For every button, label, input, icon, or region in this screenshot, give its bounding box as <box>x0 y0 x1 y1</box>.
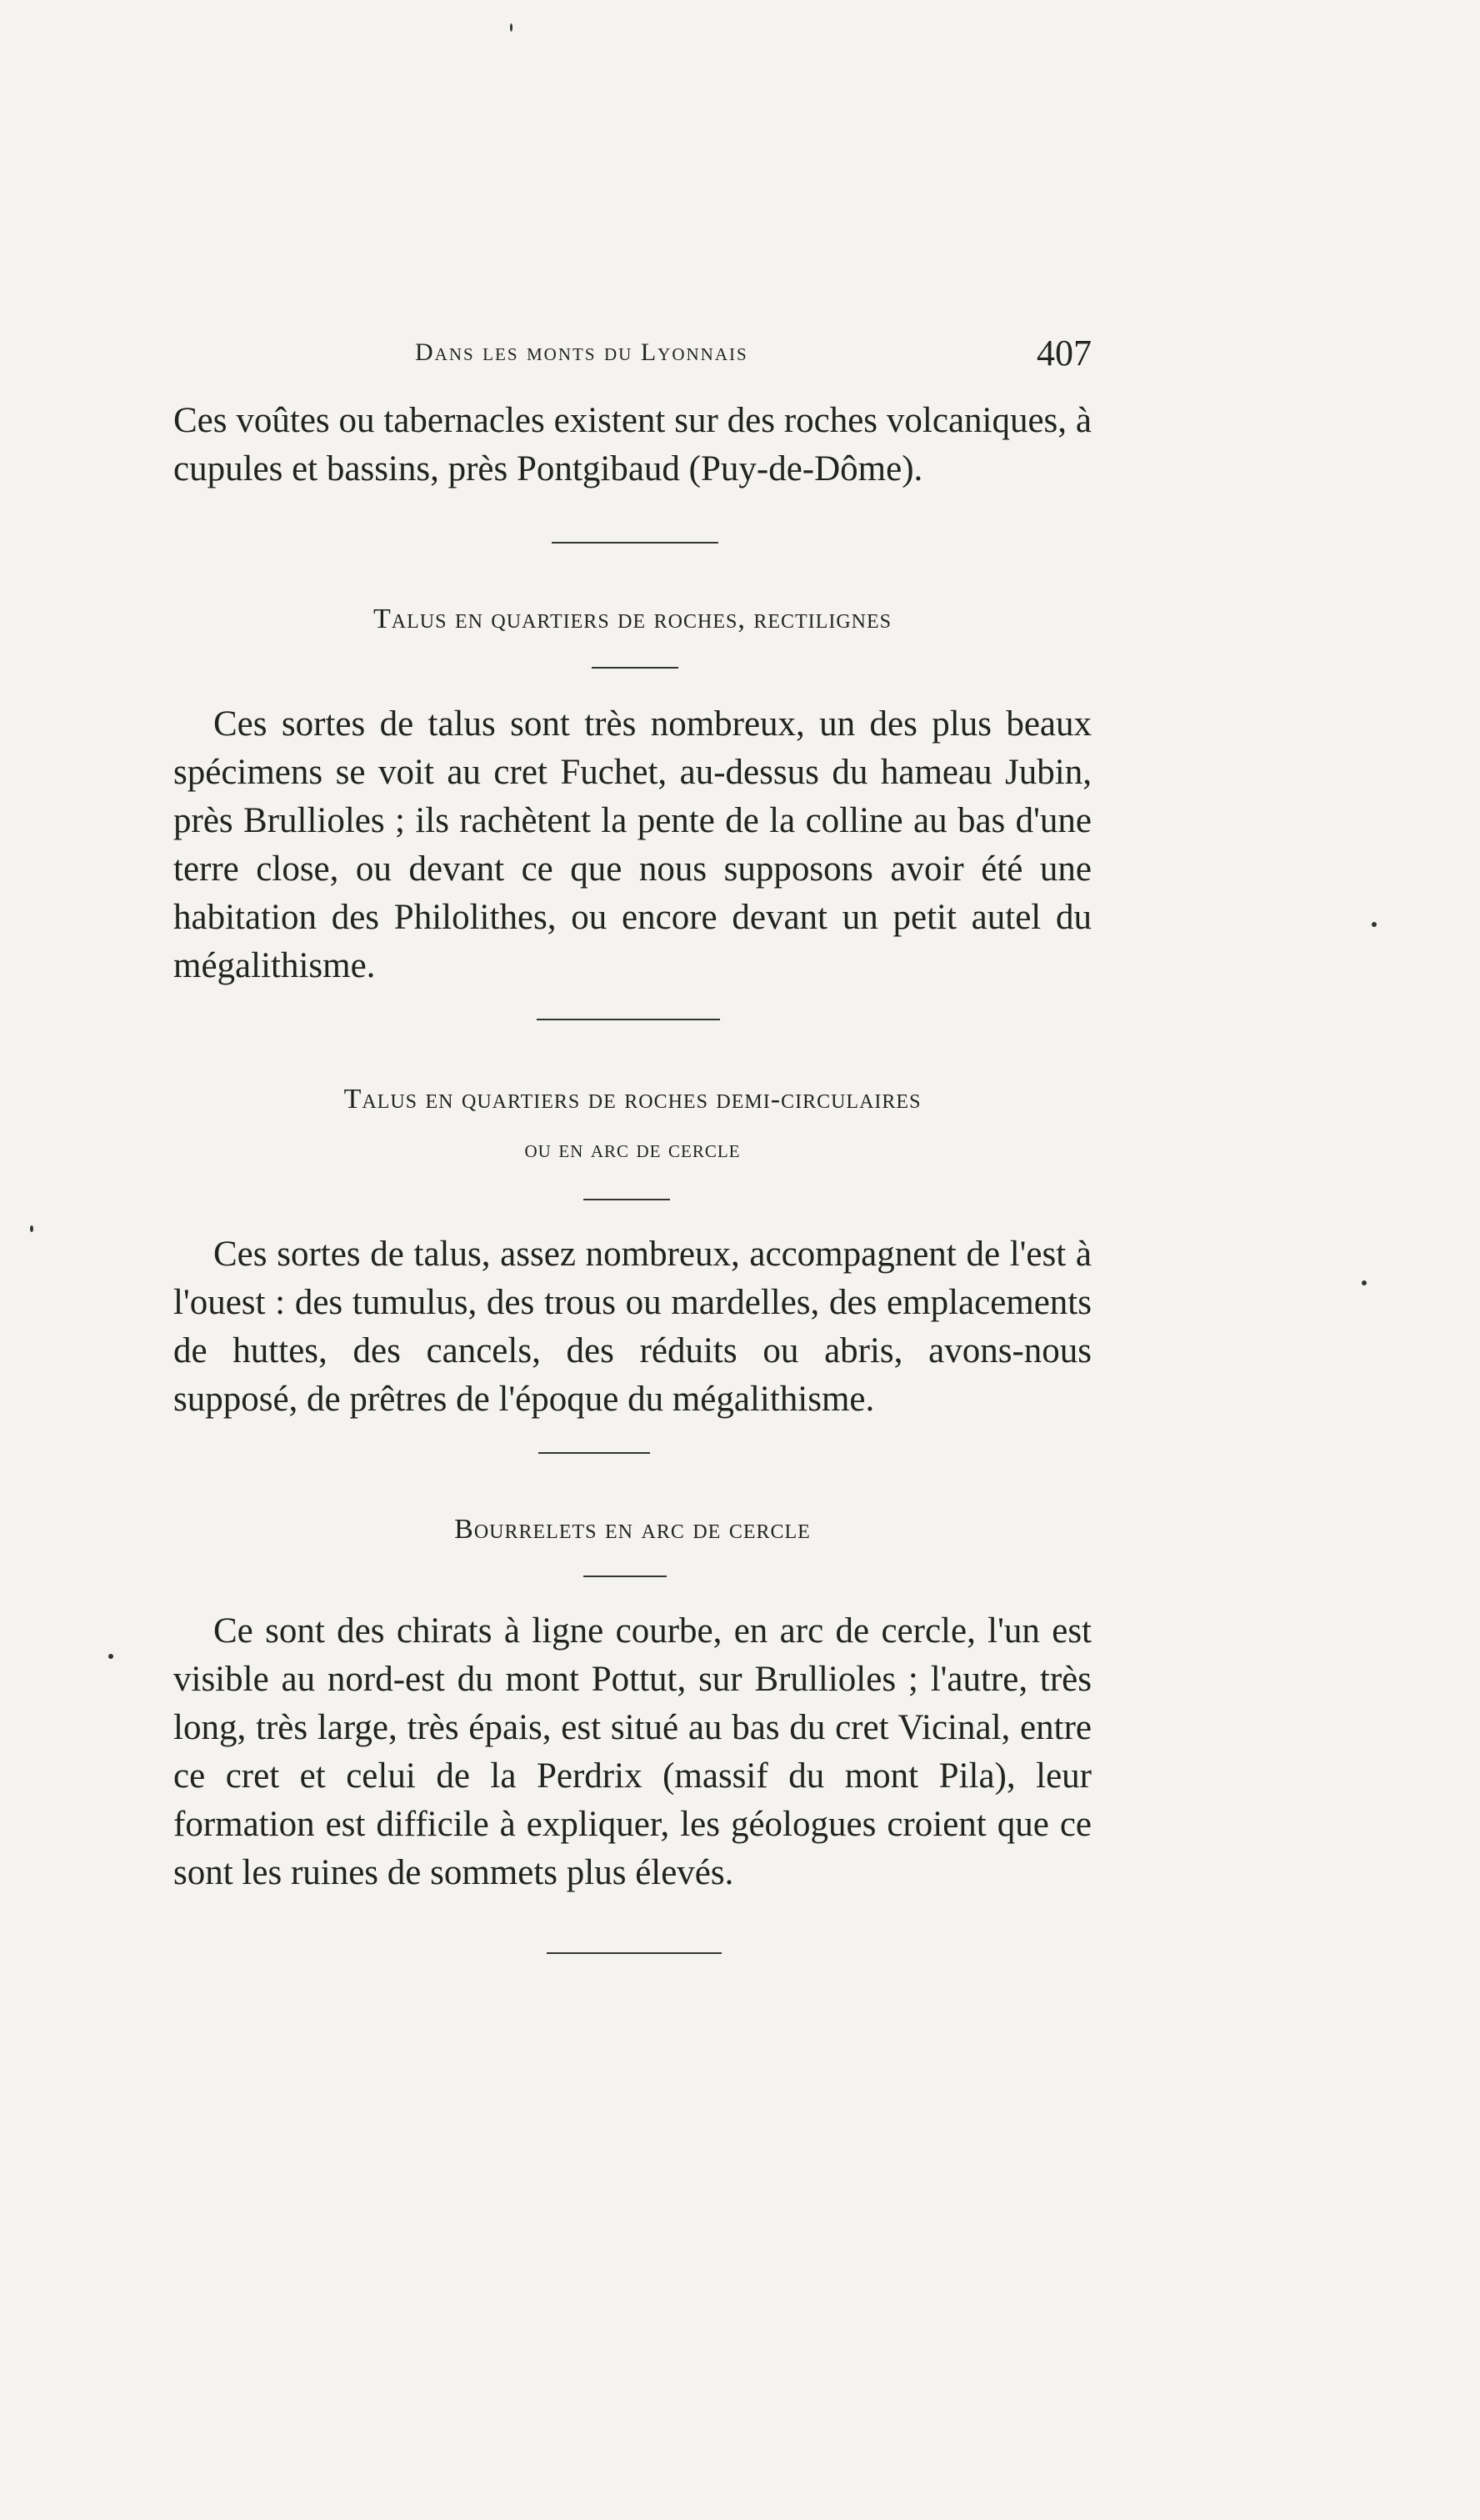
page-number: 407 <box>1037 333 1092 373</box>
heading-underline <box>583 1576 667 1577</box>
heading-talus-demi-circulaires: Talus en quartiers de roches demi-circulaires <box>343 1084 922 1115</box>
paper-speck <box>1362 1280 1367 1285</box>
paragraph-text: Ce sont des chirats à ligne courbe, en arc de cercle, l'un est visible au nord-est du mont Pottut, sur Brullioles ; l'autre, très long, très large, très épais, est situé au bas du cret Vicinal, entre ce cret et celui de la Perdrix (massif du mont Pila), leur formation est difficile à expliquer, les géologues croient que ce sont les ruines de sommets plus élevés. <box>173 1611 1092 1892</box>
heading-talus-demi-circulaires-line2: ou en arc de cercle <box>524 1135 741 1163</box>
heading-underline <box>583 1199 670 1200</box>
running-head <box>173 332 1092 382</box>
section-divider <box>547 1952 722 1954</box>
section-divider <box>552 542 718 544</box>
heading-talus-rectilignes: Talus en quartiers de roches, rectilignes <box>373 604 892 634</box>
paragraph-text: Ces sortes de talus sont très nombreux, un des plus beaux spécimens se voit au cret Fuchet, au-dessus du hameau Jubin, près Brullioles ; ils rachètent la pente de la colline au bas d'une terre close, ou devant ce que nous supposons avoir été une habitation des Philolithes, ou encore devant un petit autel du mégalithisme. <box>173 704 1092 985</box>
paragraph-bourrelets <box>173 1607 1092 1897</box>
heading-underline <box>592 667 678 669</box>
heading-bourrelets: Bourrelets en arc de cercle <box>454 1514 811 1545</box>
section-divider <box>538 1452 650 1454</box>
paper-speck <box>510 23 512 32</box>
paragraph-continuation <box>173 397 1092 493</box>
paragraph-talus-demi-circulaires <box>173 1230 1092 1424</box>
paragraph-text: Ces voûtes ou tabernacles existent sur des roches volcaniques, à cupules et bassins, près Pontgibaud (Puy-de-Dôme). <box>173 401 1092 488</box>
paper-speck <box>30 1225 33 1232</box>
paragraph-talus-rectilignes <box>173 700 1092 990</box>
running-title: Dans les monts du Lyonnais <box>415 338 748 366</box>
paper-speck <box>108 1654 113 1659</box>
paragraph-text: Ces sortes de talus, assez nombreux, accompagnent de l'est à l'ouest : des tumulus, des trous ou mardelles, des emplacements de huttes, des cancels, des réduits ou abris, avons-nous supposé, de prêtres de l'époque du mégalithisme. <box>173 1235 1092 1419</box>
section-divider <box>537 1019 720 1020</box>
paper-speck <box>1372 922 1377 927</box>
